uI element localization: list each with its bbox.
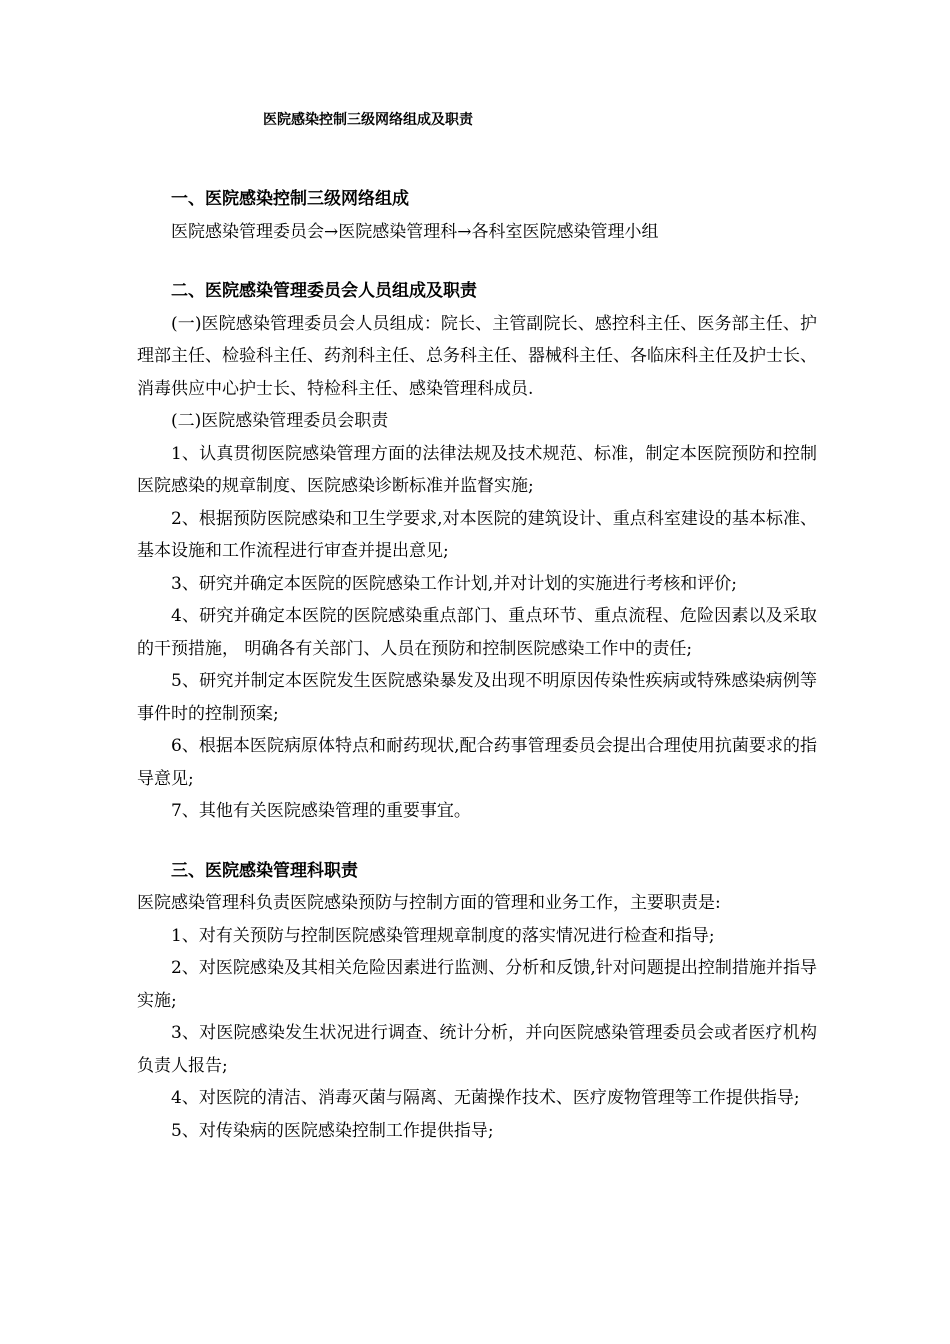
section-3-heading: 三、医院感染管理科职责 <box>171 860 358 881</box>
section-1-heading: 一、医院感染控制三级网络组成 <box>171 189 409 209</box>
document-body <box>137 183 817 1147</box>
committee-duty-item: 5、研究并制定本医院发生医院感染暴发及出现不明原因传染性疾病或特殊感染病例等事件时的控制预案; <box>137 671 817 724</box>
department-duty-item: 3、对医院感染发生状况进行调查、统计分析，并向医院感染管理委员会或者医疗机构负责人报告; <box>137 1023 817 1076</box>
department-duty-item: 2、对医院感染及其相关危险因素进行监测、分析和反馈,针对问题提出控制措施并指导实施; <box>137 958 817 1011</box>
committee-duty-item: 7、其他有关医院感染管理的重要事宜。 <box>171 801 471 821</box>
committee-duty-item: 1、认真贯彻医院感染管理方面的法律法规及技术规范、标准，制定本医院预防和控制医院感染的规章制度、医院感染诊断标准并监督实施; <box>137 443 817 496</box>
section-gap <box>137 248 817 275</box>
department-duty-item: 5、对传染病的医院感染控制工作提供指导; <box>171 1120 494 1141</box>
committee-duties-heading: (二)医院感染管理委员会职责 <box>171 411 389 431</box>
section-2-heading: 二、医院感染管理委员会人员组成及职责 <box>171 281 477 301</box>
committee-duty-item: 2、根据预防医院感染和卫生学要求,对本医院的建筑设计、重点科室建设的基本标准、基本设施和工作流程进行审查并提出意见; <box>137 508 817 561</box>
document-title: 医院感染控制三级网络组成及职责 <box>263 112 473 128</box>
department-duty-item: 4、对医院的清洁、消毒灭菌与隔离、无菌操作技术、医疗废物管理等工作提供指导; <box>171 1088 800 1108</box>
department-duties-intro: 医院感染管理科负责医院感染预防与控制方面的管理和业务工作，主要职责是: <box>137 893 721 913</box>
committee-duty-item: 6、根据本医院病原体特点和耐药现状,配合药事管理委员会提出合理使用抗菌要求的指导意见; <box>137 736 817 789</box>
section-gap <box>137 828 817 855</box>
network-structure-line: 医院感染管理委员会→医院感染管理科→各科室医院感染管理小组 <box>171 221 659 242</box>
committee-duty-item: 3、研究并确定本医院的医院感染工作计划,并对计划的实施进行考核和评价; <box>171 573 737 594</box>
department-duty-item: 1、对有关预防与控制医院感染管理规章制度的落实情况进行检查和指导; <box>171 925 715 946</box>
committee-duty-item: 4、研究并确定本医院的医院感染重点部门、重点环节、重点流程、危险因素以及采取的干预措施， 明确各有关部门、人员在预防和控制医院感染工作中的责任; <box>137 606 817 659</box>
committee-composition: (一)医院感染管理委员会人员组成：院长、主管副院长、感控科主任、医务部主任、护理部主任、检验科主任、药剂科主任、总务科主任、器械科主任、各临床科主任及护士长、消毒供应中心护士长、特检科主任、感染管理科成员. <box>137 313 817 399</box>
